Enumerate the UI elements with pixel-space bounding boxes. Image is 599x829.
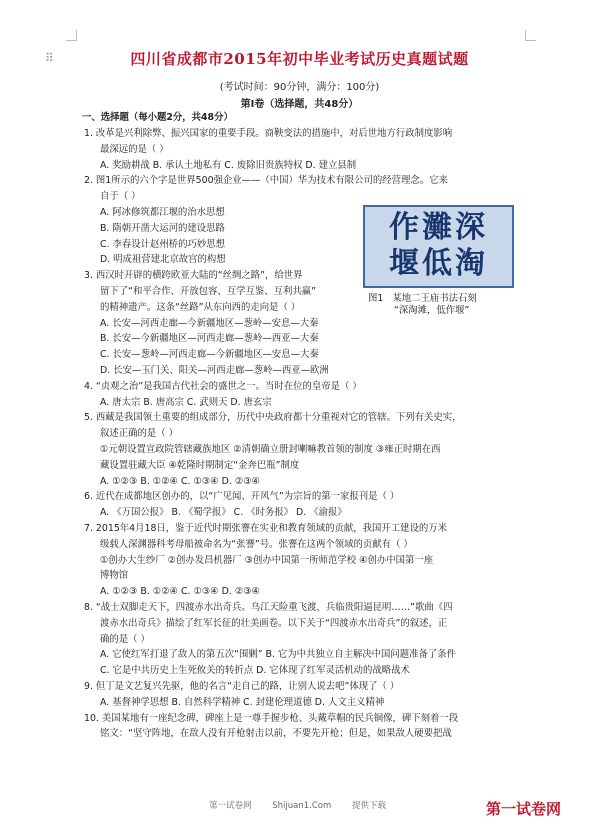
question-line: 3. 西汉时开辟的横跨欧亚大陆的“丝绸之路”，给世界 (84, 270, 303, 282)
question-line: C. 李春设计赵州桥的巧妙思想 (100, 238, 226, 250)
question-line: 藏设置驻藏大臣 ④乾隆时期制定“金奔巴瓶”制度 (100, 459, 300, 471)
question-line: 1. 改革是兴利除弊、振兴国家的重要手段。商鞅变法的措施中，对后世地方行政制度影响 (84, 128, 453, 139)
question-line: C. 长安—葱岭—河西走廊—今新疆地区—安息—大秦 (100, 349, 319, 361)
corner-mark-top-right (525, 30, 536, 41)
question-line: 确的是（ ） (100, 633, 150, 645)
question-line: 7. 2015年4月18日，鉴于近代时期张謇在实业和教育领域的贡献，我国开工建设的万米 (84, 523, 448, 534)
calligraphy-row-2: 堰低淘 (389, 246, 488, 281)
question-line: 留下了“和平合作、开放包容、互学互鉴、互利共赢” (100, 286, 316, 297)
brand-logo: 第一试卷网 (486, 800, 562, 818)
question-line: D. 长安—玉门关、阳关—河西走廊—葱岭—西亚—欧洲 (100, 365, 329, 376)
question-line: 铭文：“坚守阵地，在敌人没有开枪射击以前，不要先开枪；但是，如果敌人硬要把战 (100, 728, 452, 740)
footer-download-text: 提供下载 (351, 801, 386, 811)
section-title: 第Ⅰ卷（选择题，共48分） (240, 99, 359, 110)
question-line: ①元朝设置宣政院管辖藏族地区 ②清朝确立册封喇嘛教首领的制度 ③雍正时期在西 (100, 444, 441, 455)
question-line: 渡赤水出奇兵》描绘了红军长征的壮美画卷。以下关于“四渡赤水出奇兵”的叙述，正 (100, 617, 448, 629)
question-line: B. 长安—今新疆地区—河西走廊—葱岭—西亚—大秦 (100, 333, 319, 345)
figure-caption-text: 某地二王庙书法石刻 (392, 293, 477, 304)
calligraphy-figure (363, 205, 514, 288)
question-line: 9. 但丁是文艺复兴先驱，他的名言“走自己的路，让别人说去吧”体现了（ ） (84, 681, 400, 692)
question-line: 5. 西藏是我国领土重要的组成部分，历代中央政府都十分重视对它的管辖。下列有关史实， (84, 412, 462, 424)
corner-mark-top-left (66, 30, 77, 41)
question-line: 2. 图1所示的六个字是世界500强企业——（中国）华为技术有限公司的经营理念。它来 (84, 175, 448, 187)
page-footer (209, 799, 404, 811)
figure-caption-label: 图1 (368, 293, 384, 304)
question-line: 的精神遗产。这条“丝路”从东向西的走向是（ ） (100, 301, 301, 313)
question-line: 8. “战士双脚走天下，四渡赤水出奇兵。乌江天险重飞渡，兵临贵阳逼昆明……”歌曲《四 (84, 602, 453, 613)
part-heading: 一、选择题（每小题2分，共48分） (82, 112, 233, 123)
figure-caption-quote: “深淘滩，低作堰” (394, 305, 470, 316)
question-line: 6. 近代在成都地区创办的，以“广见闻、开风气”为宗旨的第一家报刊是（ ） (84, 491, 400, 503)
question-line: C. 它是中共历史上生死攸关的转折点 D. 它体现了红军灵活机动的战略战术 (100, 665, 410, 677)
exam-info: (考试时间：90分钟，满分：100分) (219, 82, 380, 93)
question-line: D. 明成祖营建北京故宫的构想 (100, 254, 226, 266)
footer-site-url[interactable]: Shijuan1.Com (272, 801, 332, 811)
calligraphy-row-1: 作灘深 (389, 210, 488, 245)
question-line: 博物馆 (100, 570, 129, 582)
question-line: A. 基督神学思想 B. 自然科学精神 C. 封建伦理道德 D. 人文主义精神 (100, 696, 385, 708)
footer-site-name: 第一试卷网 (209, 801, 252, 811)
question-line: A. 长安—河西走廊—今新疆地区—葱岭—安息—大秦 (100, 317, 319, 329)
question-line: A. 它使红军打退了敌人的第五次“围剿” B. 它为中共独立自主解决中国问题准备了条件 (100, 649, 457, 661)
question-line: A. ①②③ B. ①②④ C. ①③④ D. ②③④ (100, 586, 261, 598)
question-line: A. 阿冰修筑都江堰的治水思想 (100, 207, 225, 218)
question-line: A. ①②③ B. ①②④ C. ①③④ D. ②③④ (100, 475, 261, 487)
question-line: 最深远的是（ ） (100, 143, 169, 155)
question-line: 自于（ ） (100, 191, 141, 203)
question-line: 10. 美国某地有一座纪念碑，碑座上是一尊手握步枪、头戴草帽的民兵铜像，碑下刻着一段 (84, 712, 459, 724)
question-line: 4. “贞观之治”是我国古代社会的盛世之一。当时在位的皇帝是（ ） (84, 380, 362, 392)
question-line: B. 隋朝开凿大运河的建设思路 (100, 222, 225, 234)
question-line: ①创办大生纱厂 ②创办发昌机器厂 ③创办中国第一所师范学校 ④创办中国第一座 (100, 554, 434, 566)
question-line: A. 奖励耕战 B. 承认土地私有 C. 废除旧贵族特权 D. 建立县制 (100, 159, 357, 171)
question-line: A. 《万国公报》 B. 《蜀学报》 C. 《时务报》 D. 《渝报》 (100, 507, 347, 519)
question-line: 叙述正确的是（ ） (100, 428, 178, 440)
page-title: 四川省成都市2015年初中毕业考试历史真题试题 (130, 50, 469, 68)
drag-handle-icon[interactable]: ⠿ (45, 51, 54, 65)
question-line: A. 唐太宗 B. 唐高宗 C. 武则天 D. 唐玄宗 (100, 396, 272, 408)
question-line: 级载人深渊器科考母船被命名为“张謇”号。张謇在这两个领域的贡献有（ ） (100, 538, 413, 550)
